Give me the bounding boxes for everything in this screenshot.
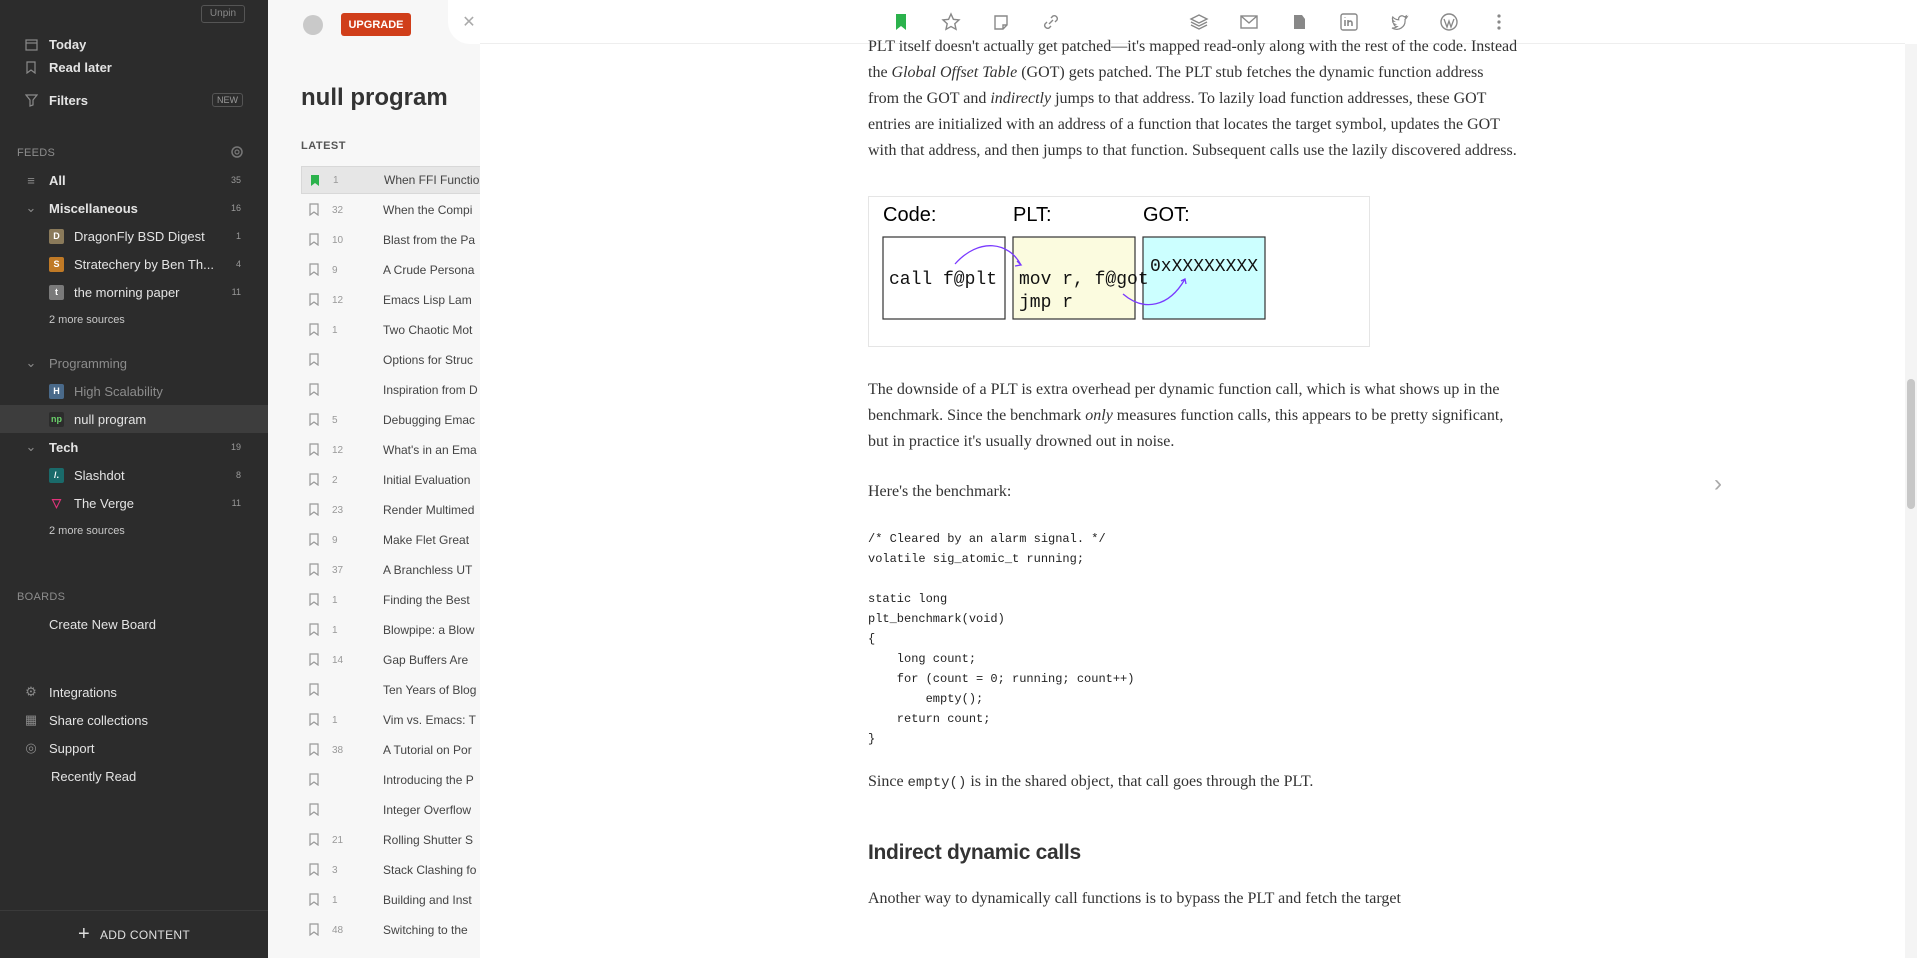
row-title: Switching to the [383, 923, 468, 937]
sidebar-item-label: Recently Read [51, 768, 137, 784]
bookmark-icon[interactable] [309, 323, 319, 336]
bookmark-icon [24, 60, 38, 74]
row-count: 5 [332, 414, 338, 426]
row-count: 48 [332, 924, 344, 936]
paragraph [868, 769, 1518, 796]
verge-favicon-icon: ▽ [51, 496, 62, 510]
row-title: Blast from the Pa [383, 233, 476, 247]
unread-count: 1 [235, 231, 241, 241]
bookmark-icon[interactable] [309, 413, 319, 426]
bookmark-icon[interactable] [309, 743, 319, 756]
chevron-down-icon: ⌄ [25, 200, 37, 215]
sidebar-item-miscellaneous[interactable] [0, 194, 268, 222]
row-title: Gap Buffers Are [383, 653, 469, 667]
paragraph [868, 377, 1518, 455]
row-count: 14 [332, 654, 344, 666]
row-title: When the Compi [383, 203, 473, 217]
dragonfly-favicon-icon: D [49, 229, 64, 244]
more-icon[interactable] [1488, 11, 1510, 33]
sidebar-feed-stratechery[interactable] [0, 250, 268, 278]
bookmark-icon[interactable] [309, 803, 319, 816]
sidebar-item-label: Support [49, 740, 95, 756]
row-title: Options for Struc [383, 353, 474, 367]
unread-count: 4 [235, 259, 241, 269]
sidebar-item-label: Miscellaneous [49, 200, 138, 216]
bookmark-icon[interactable] [309, 263, 319, 276]
feedly-logo-icon[interactable] [303, 15, 323, 35]
plt-line2: jmp r [1019, 293, 1074, 313]
boards-header: BOARDS [17, 591, 66, 603]
row-count: 9 [332, 534, 338, 546]
sidebar-item-label: DragonFly BSD Digest [74, 228, 205, 244]
got-box [1143, 237, 1265, 319]
article-body [868, 34, 1518, 936]
add-content-button[interactable] [0, 910, 268, 958]
row-count: 21 [332, 834, 344, 846]
unpin-button[interactable]: Unpin [201, 5, 245, 23]
row-title: A Branchless UT [383, 563, 473, 577]
bookmark-icon[interactable] [309, 653, 319, 666]
bookmark-icon[interactable] [309, 623, 319, 636]
sidebar-item-label: null program [74, 411, 147, 427]
scrollbar-thumb[interactable] [1907, 379, 1915, 509]
unread-count: 8 [235, 470, 241, 480]
inline-code: empty() [907, 775, 967, 791]
bookmark-icon[interactable] [309, 773, 319, 786]
bookmark-icon[interactable] [309, 203, 319, 216]
calendar-icon [24, 37, 38, 51]
bookmark-icon[interactable] [309, 503, 319, 516]
layers-icon[interactable] [1188, 11, 1210, 33]
row-count: 1 [332, 594, 338, 606]
text: jumps to that address. To lazily load function addresses, these GOT entries are initialized with an address of a function that locates the target symbol, updates the GOT with that address, and then jumps to that function. Subsequent calls use the lazily discovered address. [868, 90, 1517, 159]
row-title: When FFI Functio [384, 173, 480, 187]
got-label: GOT: [1143, 204, 1190, 226]
sidebar-item-tech[interactable] [0, 433, 268, 461]
upgrade-button[interactable]: UPGRADE [341, 13, 411, 36]
bookmark-icon[interactable] [309, 923, 319, 936]
wordpress-icon[interactable] [1438, 11, 1460, 33]
text: The downside of a PLT is extra overhead per dynamic function call, which is what shows up in the benchmark. Since the benchmark [868, 381, 1500, 424]
plt-line1: mov r, f@got [1019, 270, 1149, 290]
row-count: 1 [332, 624, 338, 636]
gear-icon[interactable] [229, 144, 245, 165]
bookmark-icon[interactable] [309, 863, 319, 876]
sidebar-feed-the-verge[interactable] [0, 489, 268, 517]
text: measures function calls, this appears to be pretty significant, but in practice it's usually drowned out in noise. [868, 407, 1504, 450]
mail-icon[interactable] [1238, 11, 1260, 33]
sidebar-item-label: Tech [49, 439, 79, 455]
high-scalability-favicon-icon: H [49, 384, 64, 399]
row-title: Two Chaotic Mot [383, 323, 473, 337]
evernote-icon[interactable] [1288, 11, 1310, 33]
chevron-down-icon: ⌄ [25, 439, 37, 454]
row-title: What's in an Ema [383, 443, 477, 457]
unread-count: 16 [230, 203, 241, 213]
add-content-label: ADD CONTENT [100, 927, 190, 942]
bookmark-icon[interactable] [309, 293, 319, 306]
sidebar-item-label: All [49, 172, 66, 188]
bookmark-icon[interactable] [309, 593, 319, 606]
row-title: Initial Evaluation [383, 473, 471, 487]
row-count: 37 [332, 564, 344, 576]
row-title: Building and Inst [383, 893, 472, 907]
sidebar-item-label: Programming [49, 355, 128, 371]
sidebar-item-label: the morning paper [74, 284, 180, 300]
sidebar-item-share-collections[interactable] [0, 706, 268, 734]
unread-count: 11 [231, 498, 241, 508]
section-heading: Indirect dynamic calls [868, 841, 1081, 864]
new-badge: NEW [212, 93, 243, 107]
chevron-down-icon: ⌄ [25, 355, 37, 370]
sidebar-feed-morning-paper[interactable] [0, 278, 268, 306]
row-title: Finding the Best [383, 593, 470, 607]
filter-icon [24, 93, 38, 107]
sidebar-item-all[interactable] [0, 166, 268, 194]
bookmark-icon[interactable] [309, 233, 319, 246]
bookmark-icon[interactable] [309, 893, 319, 906]
got-text: 0xXXXXXXXX [1150, 257, 1259, 277]
emphasis: Global Offset Table [891, 64, 1018, 81]
plt-diagram [868, 196, 1370, 347]
row-title: Integer Overflow [383, 803, 472, 817]
row-title: Introducing the P [383, 773, 474, 787]
slashdot-favicon-icon: /. [49, 468, 64, 483]
row-title: Make Flet Great [383, 533, 470, 547]
sidebar-item-label: Stratechery by Ben Th... [74, 256, 214, 272]
stratechery-favicon-icon: S [49, 257, 64, 272]
row-count: 9 [332, 264, 338, 276]
morning-paper-favicon-icon: t [49, 285, 64, 300]
row-title: Blowpipe: a Blow [383, 623, 475, 637]
row-count: 1 [332, 894, 338, 906]
sidebar-item-label: Integrations [49, 684, 117, 700]
row-title: A Tutorial on Por [383, 743, 472, 757]
code-block: /* Cleared by an alarm signal. */ volatile sig_atomic_t running; static long plt_benchmark(void) { long count; for (count = 0; running; count++) empty(); return count; } [868, 532, 1135, 746]
paragraph: Another way to dynamically call functions is to bypass the PLT and fetch the target [868, 890, 1401, 907]
sidebar-item-programming[interactable] [0, 349, 268, 377]
row-title: Render Multimed [383, 503, 475, 517]
row-title: Inspiration from D [383, 383, 478, 397]
row-count: 2 [332, 474, 338, 486]
text: is in the shared object, that call goes through the PLT. [966, 773, 1314, 790]
text: PLT itself doesn't actually get patched—it's mapped read-only along with the rest of the code. Instead the [868, 38, 1518, 81]
bookmark-icon[interactable] [309, 533, 319, 546]
paragraph: Here's the benchmark: [868, 483, 1012, 500]
sidebar-item-label: Create New Board [49, 616, 156, 632]
null-program-favicon-icon: np [49, 412, 64, 427]
bookmark-icon[interactable] [309, 353, 319, 366]
bookmark-icon[interactable] [890, 11, 912, 33]
twitter-icon[interactable] [1388, 11, 1410, 33]
sidebar-feed-slashdot[interactable] [0, 461, 268, 489]
row-count: 1 [332, 324, 338, 336]
emphasis: indirectly [990, 90, 1052, 107]
linkedin-icon[interactable] [1338, 11, 1360, 33]
scrollbar[interactable] [1905, 44, 1917, 958]
code-label: Code: [883, 204, 937, 226]
unread-count: 35 [230, 175, 241, 185]
sidebar-item-label: The Verge [74, 495, 134, 511]
latest-header: LATEST [301, 140, 346, 152]
row-title: Ten Years of Blog [383, 683, 477, 697]
sidebar-item-recently-read[interactable] [0, 762, 268, 790]
row-count: 12 [332, 444, 344, 456]
link-icon[interactable] [1040, 11, 1062, 33]
code-text: call f@plt [889, 270, 998, 290]
bookmark-icon[interactable] [309, 443, 319, 456]
text: Since [868, 773, 908, 790]
row-title: Emacs Lisp Lam [383, 293, 472, 307]
close-button[interactable]: ✕ [448, 0, 490, 44]
row-count: 12 [332, 294, 344, 306]
plus-icon: + [78, 923, 90, 945]
more-sources-link[interactable]: 2 more sources [49, 525, 125, 537]
next-article-chevron-icon[interactable]: › [1714, 470, 1722, 497]
note-icon[interactable] [990, 11, 1012, 33]
sidebar-feed-null-program[interactable] [0, 405, 268, 433]
support-icon: ◎ [25, 740, 37, 755]
sidebar-item-filters[interactable] [0, 86, 268, 114]
row-title: Rolling Shutter S [383, 833, 474, 847]
sidebar-feed-high-scalability[interactable] [0, 377, 268, 405]
emphasis: only [1085, 407, 1113, 424]
row-title: A Crude Persona [383, 263, 475, 277]
sidebar-item-read-later[interactable] [0, 53, 268, 81]
more-sources-link[interactable]: 2 more sources [49, 314, 125, 326]
create-board-button[interactable] [0, 610, 268, 638]
bookmark-icon[interactable] [309, 683, 319, 696]
row-count: 1 [332, 714, 338, 726]
sidebar-item-integrations[interactable] [0, 678, 268, 706]
sidebar-feed-dragonfly[interactable] [0, 222, 268, 250]
grid-icon: ▦ [24, 712, 38, 727]
bookmark-icon[interactable] [309, 833, 319, 846]
feeds-header: FEEDS [17, 147, 56, 159]
row-title: Vim vs. Emacs: T [383, 713, 476, 727]
row-count: 1 [333, 174, 339, 186]
unread-count: 11 [231, 287, 241, 297]
row-title: Stack Clashing fo [383, 863, 477, 877]
sidebar-item-label: Slashdot [74, 467, 125, 483]
list-icon: ≡ [27, 172, 35, 188]
sidebar-item-support[interactable] [0, 734, 268, 762]
sidebar-item-label: Filters [49, 92, 89, 108]
sidebar [0, 0, 268, 958]
sidebar-item-label: Today [49, 36, 87, 52]
row-count: 10 [332, 234, 344, 246]
row-count: 38 [332, 744, 344, 756]
sidebar-item-label: Read later [49, 59, 112, 75]
bookmark-icon[interactable] [309, 713, 319, 726]
bookmark-icon[interactable] [309, 383, 319, 396]
bookmark-icon[interactable] [309, 473, 319, 486]
text: (GOT) gets patched. The PLT stub fetches the dynamic function address from the GOT and [868, 64, 1484, 107]
bookmark-icon[interactable] [309, 563, 319, 576]
paragraph [868, 34, 1518, 164]
sidebar-item-label: High Scalability [74, 383, 163, 399]
integrations-icon: ⚙ [25, 684, 37, 699]
sidebar-item-label: Share collections [49, 712, 148, 728]
page-title: null program [301, 84, 448, 111]
row-title: Debugging Emac [383, 413, 476, 427]
unread-count: 19 [230, 442, 241, 452]
plt-label: PLT: [1013, 204, 1052, 226]
row-count: 23 [332, 504, 344, 516]
bookmark-icon[interactable] [310, 174, 320, 187]
star-icon[interactable] [940, 11, 962, 33]
plt-diagram-svg [869, 197, 1371, 348]
row-count: 32 [332, 204, 344, 216]
row-count: 3 [332, 864, 338, 876]
